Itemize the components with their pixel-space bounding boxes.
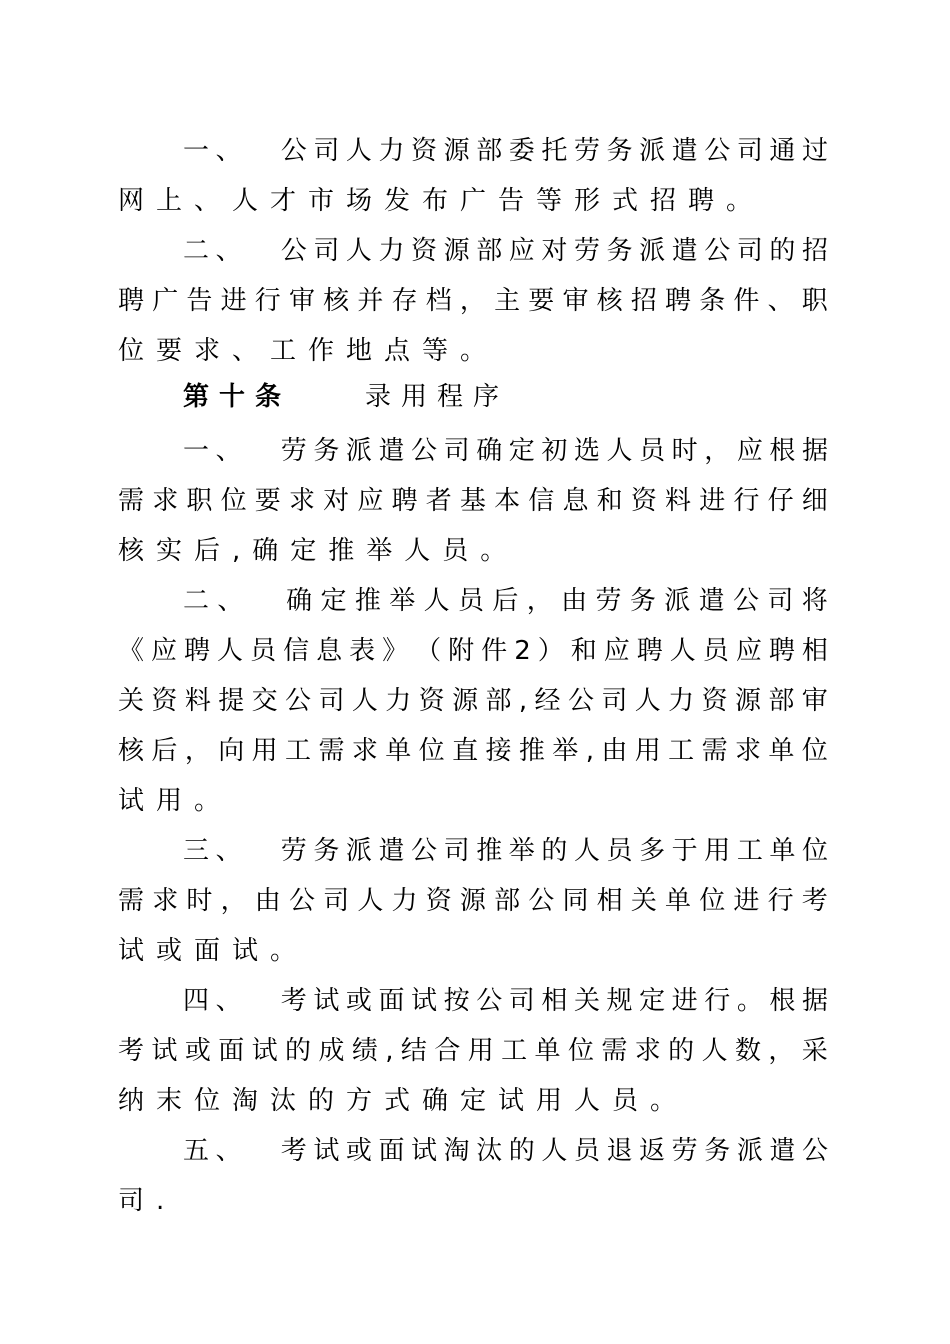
text-line: 一 、 劳 务 派 遣 公 司 确 定 初 选 人 员 时 ， 应 根 据: [183, 436, 828, 466]
text-line: 网上、人才市场发布广告等形式招聘。: [118, 186, 765, 216]
text-line: 一 、 公 司 人 力 资 源 部 委 托 劳 务 派 遣 公 司 通 过: [183, 136, 828, 166]
text-line: 试用。: [118, 786, 233, 816]
text-line: 司.: [118, 1186, 177, 1216]
text-line: 核实后,确定推举人员。: [118, 536, 519, 566]
article-title: 录用程序: [365, 382, 510, 412]
article-number: 第十条: [183, 382, 292, 412]
text-line: 位要求、工作地点等。: [118, 336, 499, 366]
text-line: 纳末位淘汰的方式确定试用人员。: [118, 1086, 689, 1116]
text-line: 关 资 料 提 交 公 司 人 力 资 源 部 , 经 公 司 人 力 资 源 部 审: [118, 686, 828, 716]
text-line: 聘 广 告 进 行 审 核 并 存 档 ， 主 要 审 核 招 聘 条 件 、 职: [118, 286, 828, 316]
text-line: 试或面试。: [118, 936, 309, 966]
text-line: 二 、 确 定 推 举 人 员 后 ， 由 劳 务 派 遣 公 司 将: [183, 586, 828, 616]
text-line: 需 求 时 ， 由 公 司 人 力 资 源 部 公 同 相 关 单 位 进 行 考: [118, 886, 828, 916]
text-line: 三 、 劳 务 派 遣 公 司 推 举 的 人 员 多 于 用 工 单 位: [183, 836, 828, 866]
text-line: 需 求 职 位 要 求 对 应 聘 者 基 本 信 息 和 资 料 进 行 仔 细: [118, 486, 828, 516]
text-line: 五 、 考 试 或 面 试 淘 汰 的 人 员 退 返 劳 务 派 遣 公: [183, 1136, 828, 1166]
text-line: 四 、 考 试 或 面 试 按 公 司 相 关 规 定 进 行 。 根 据: [183, 986, 828, 1016]
text-line: 考 试 或 面 试 的 成 绩 , 结 合 用 工 单 位 需 求 的 人 数 ， 采: [118, 1036, 828, 1066]
text-line: 《 应 聘 人 员 信 息 表 》 （ 附 件 2 ） 和 应 聘 人 员 应 聘 相: [118, 636, 828, 666]
text-line: 二 、 公 司 人 力 资 源 部 应 对 劳 务 派 遣 公 司 的 招: [183, 236, 828, 266]
text-line: 核 后 ， 向 用 工 需 求 单 位 直 接 推 举 , 由 用 工 需 求 单 位: [118, 736, 828, 766]
